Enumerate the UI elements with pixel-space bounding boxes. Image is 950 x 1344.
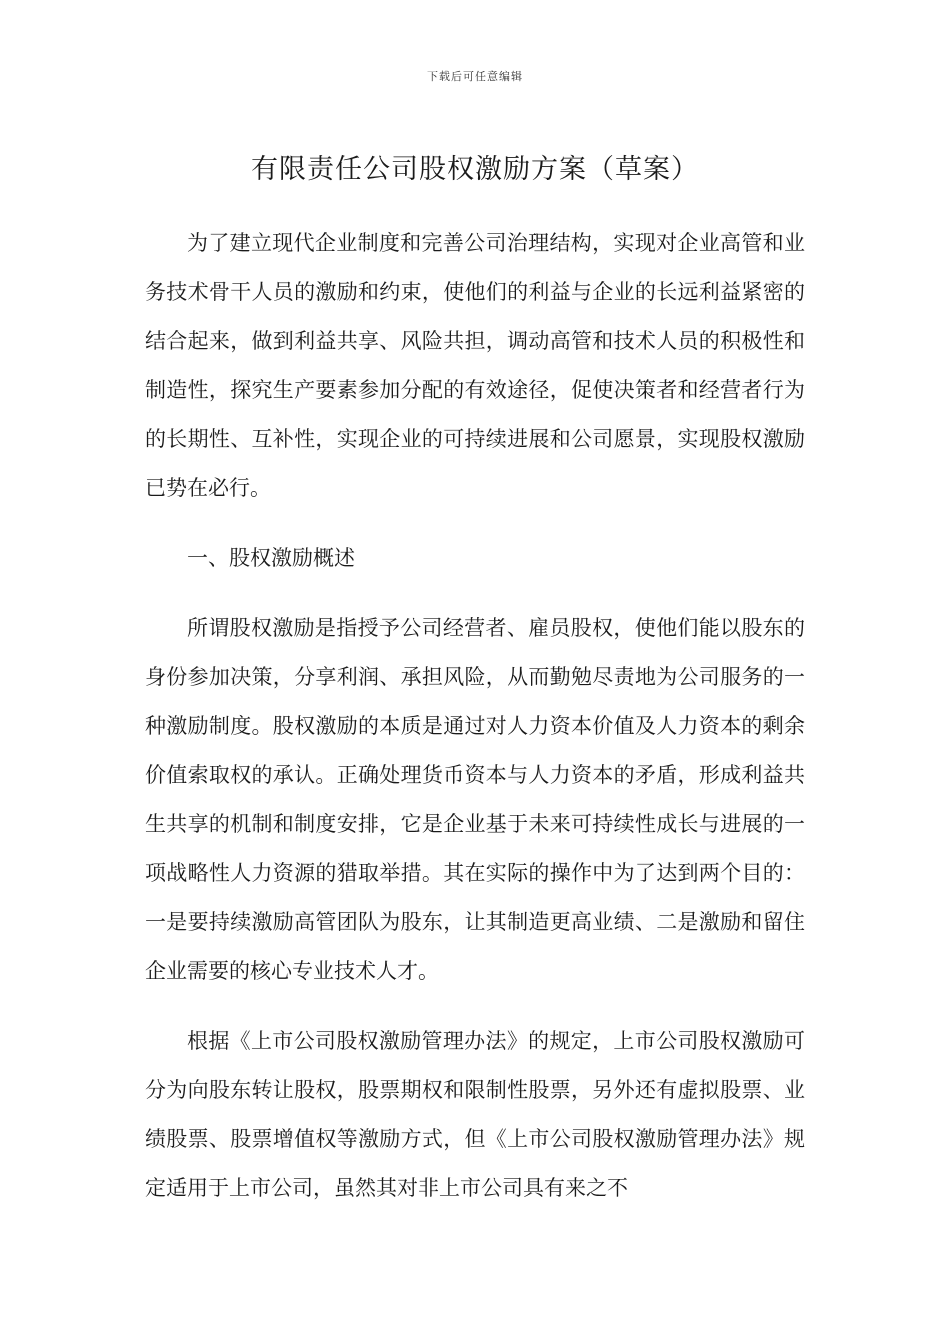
intro-paragraph: 为了建立现代企业制度和完善公司治理结构，实现对企业高管和业务技术骨干人员的激励和约束，使他们的利益与企业的长远利益紧密的结合起来，做到利益共享、风险共担，调动高管和技术人员的积极性和制造性，探究生产要素参加分配的有效途径，促使决策者和经营者行为的长期性、互补性，实现企业的可持续进展和公司愿景，实现股权激励已势在必行。 xyxy=(145,231,805,500)
section-heading: 一、股权激励概述 xyxy=(187,546,355,570)
document-title: 有限责任公司股权激励方案（草案） xyxy=(251,154,699,185)
regulation-paragraph: 根据《上市公司股权激励管理办法》的规定，上市公司股权激励可分为向股东转让股权，股票期权和限制性股票，另外还有虚拟股票、业绩股票、股票增值权等激励方式，但《上市公司股权激励管理办法》规定适用于上市公司，虽然其对非上市公司具有来之不 xyxy=(145,1029,805,1200)
header-note: 下载后可任意编辑 xyxy=(427,70,523,83)
definition-paragraph: 所谓股权激励是指授予公司经营者、雇员股权，使他们能以股东的身份参加决策，分享利润、承担风险，从而勤勉尽责地为公司服务的一种激励制度。股权激励的本质是通过对人力资本价值及人力资本的剩余价值索取权的承认。正确处理货币资本与人力资本的矛盾，形成利益共生共享的机制和制度安排，它是企业基于未来可持续性成长与进展的一项战略性人力资源的猎取举措。其在实际的操作中为了达到两个目的：一是要持续激励高管团队为股东，让其制造更高业绩、二是激励和留住企业需要的核心专业技术人才。 xyxy=(145,616,805,983)
document-body xyxy=(145,219,805,1213)
